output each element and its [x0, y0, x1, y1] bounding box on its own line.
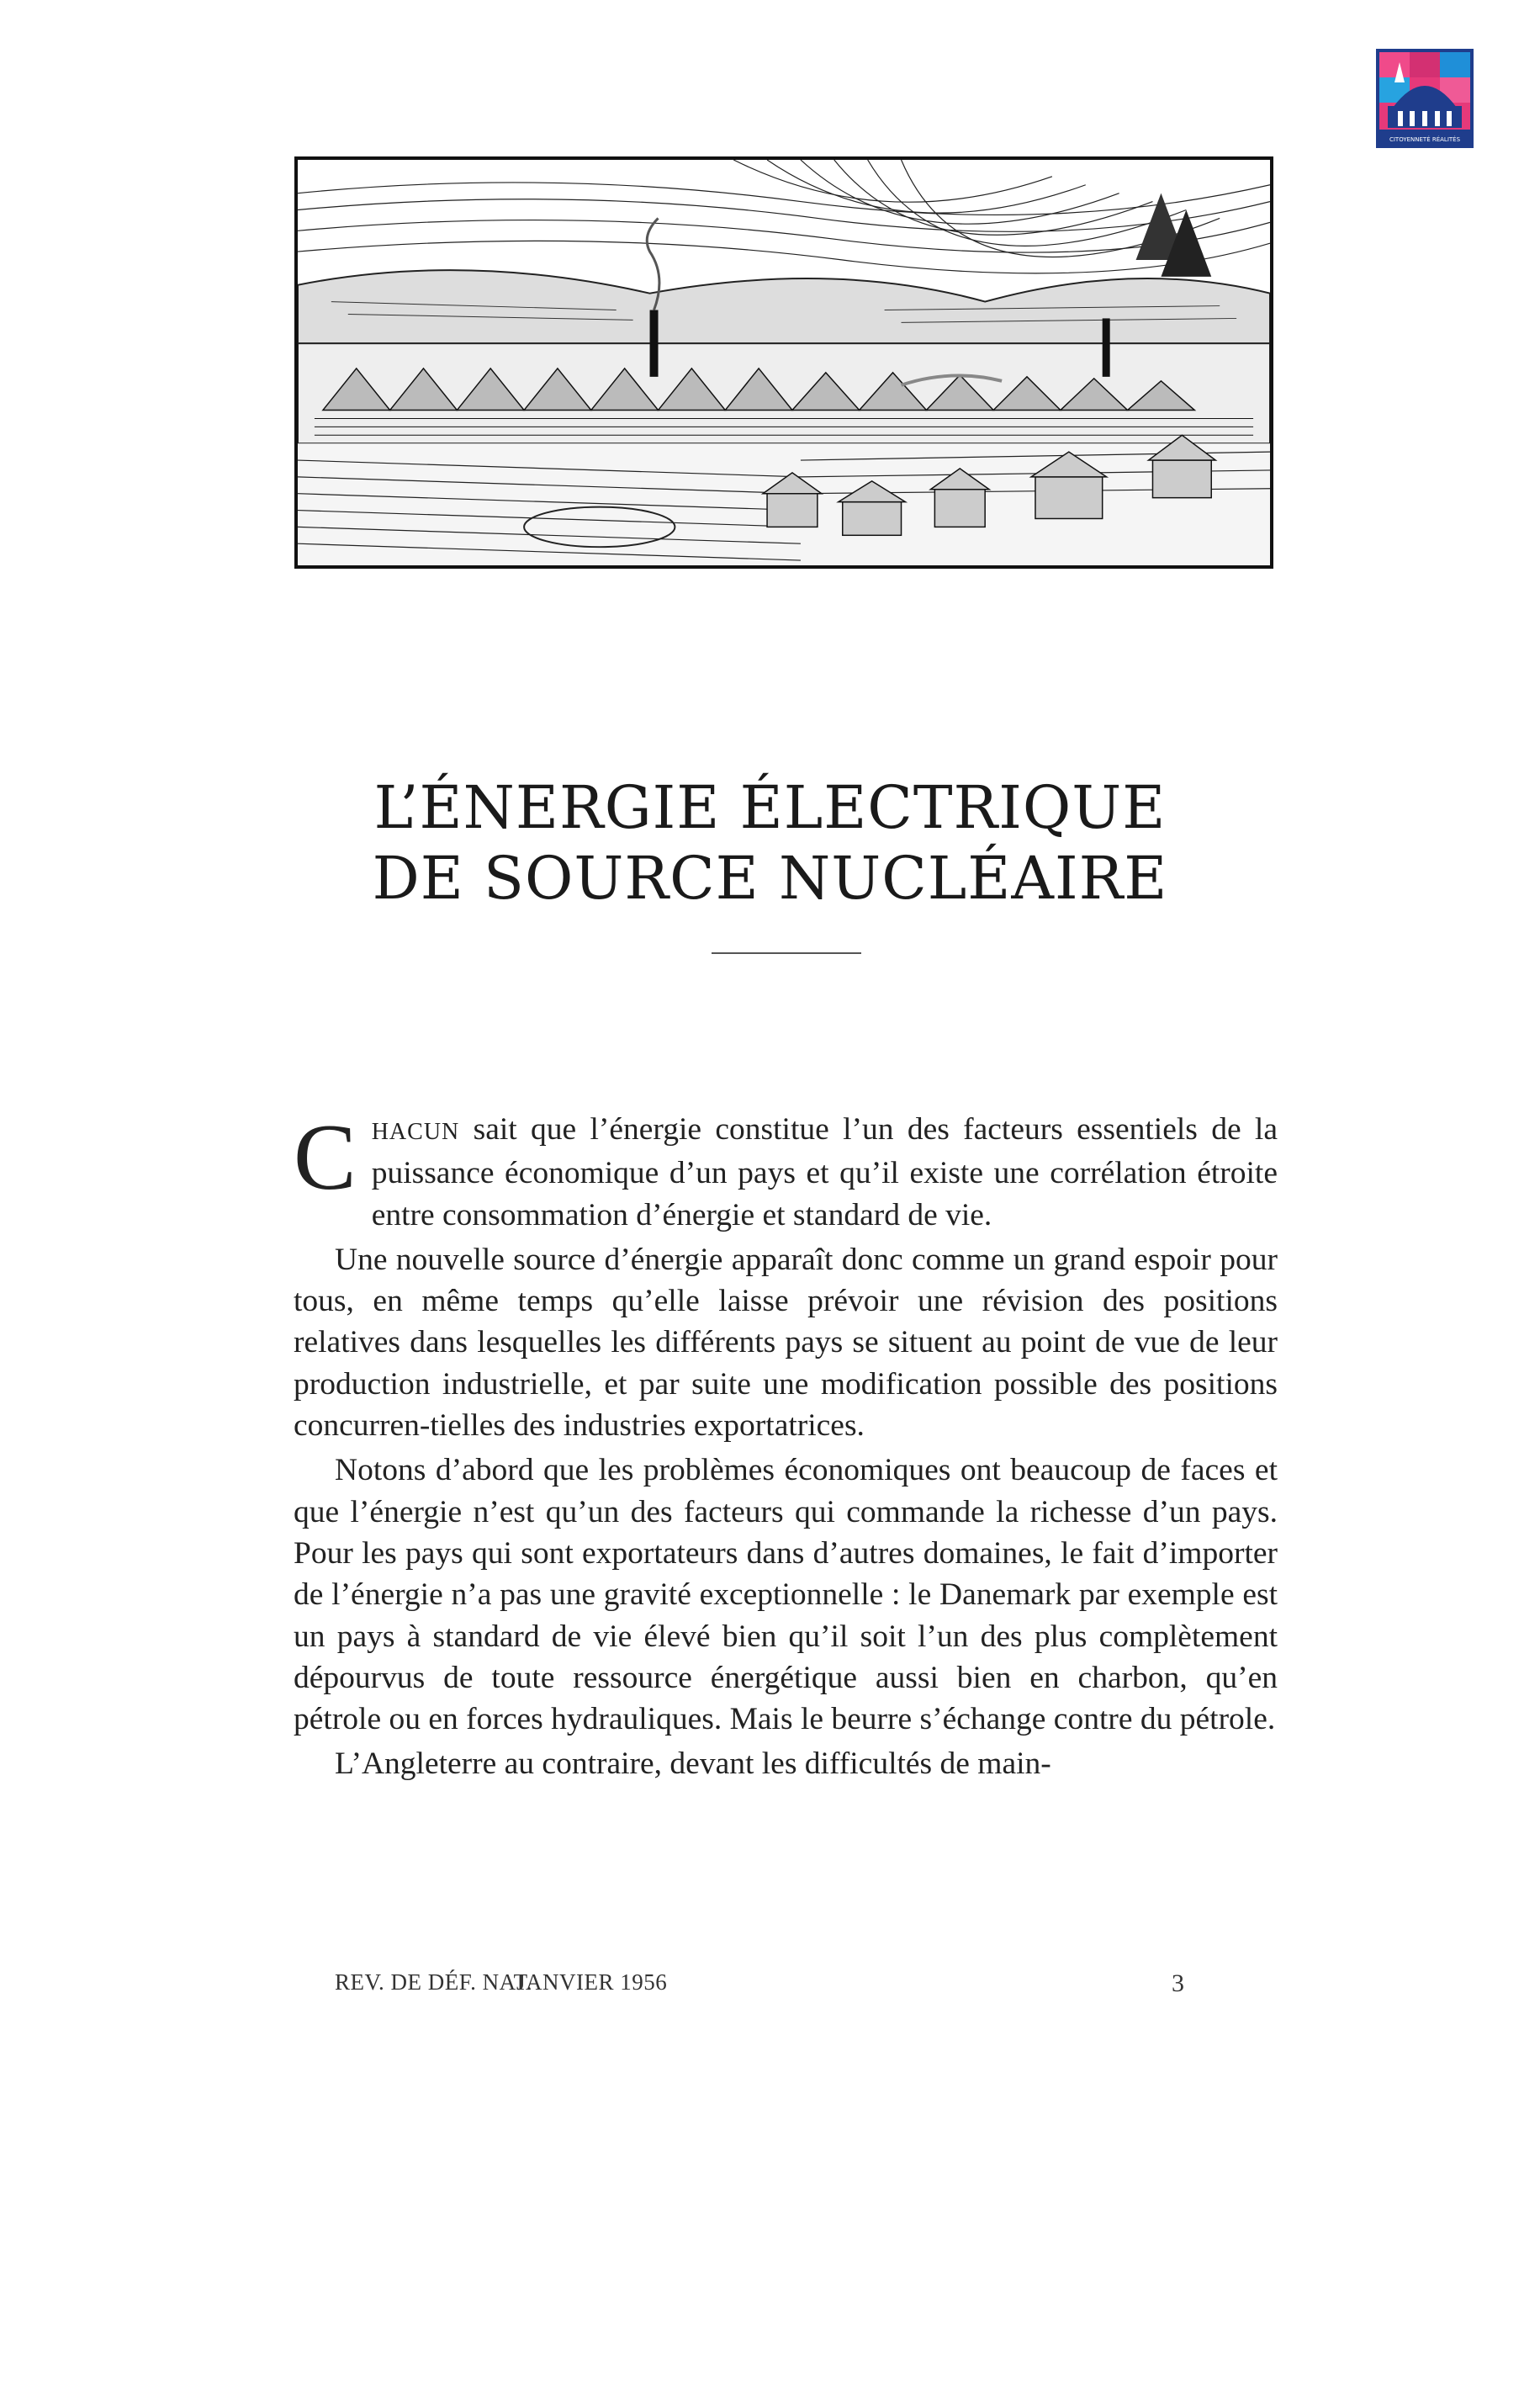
journal-name: REV. DE DÉF. NAT.	[335, 1969, 532, 1995]
page-number: 3	[1172, 1969, 1184, 1997]
title-line-2: DE SOURCE NUCLÉAIRE	[372, 844, 1168, 913]
title-line-1: L’ÉNERGIE ÉLECTRIQUE	[373, 773, 1167, 842]
page-footer	[335, 1969, 1184, 2003]
issue-date: JANVIER 1956	[516, 1969, 668, 1995]
title-divider	[712, 952, 861, 954]
paragraph-4: L’Angleterre au contraire, devant les difficultés de main-	[335, 1746, 1051, 1782]
article-body	[294, 1105, 1278, 1789]
industrial-landscape-engraving	[294, 156, 1273, 569]
drop-cap: C	[294, 1105, 357, 1210]
lead-word: HACUN	[371, 1119, 460, 1145]
paragraph-1	[294, 1105, 1278, 1236]
svg-text:CITOYENNETÉ RÉALITÉS: CITOYENNETÉ RÉALITÉS	[1389, 136, 1461, 143]
paragraph-2: Une nouvelle source d’énergie apparaît donc comme un grand espoir pour tous, en même temps qu’elle laisse prévoir une révision des positions relatives dans lesquelles les différents pays se situent au point de vue de leur production industrielle, et par suite une modification possible des positions concurren-tielles des industries exportatrices.	[294, 1242, 1278, 1444]
publisher-logo	[1376, 49, 1474, 148]
paragraph-1-text: sait que l’énergie constitue l’un des facteurs essentiels de la puissance économique d’un pays et qu’il existe une corrélation étroite entre consommation d’énergie et standard de vie.	[371, 1112, 1278, 1232]
paragraph-3: Notons d’abord que les problèmes économiques ont beaucoup de faces et que l’énergie n’est qu’un des facteurs qui commande la richesse d’un pays. Pour les pays qui sont exportateurs dans d’autres domaines, le fait d’importer de l’énergie n’a pas une gravité exceptionnelle : le Danemark par exemple est un pays à standard de vie élevé bien qu’il soit l’un des plus complètement dépourvus de toute ressource énergétique aussi bien en charbon, qu’en pétrole ou en forces hydrauliques. Mais le beurre s’échange contre du pétrole.	[294, 1453, 1278, 1737]
article-title	[252, 772, 1288, 914]
